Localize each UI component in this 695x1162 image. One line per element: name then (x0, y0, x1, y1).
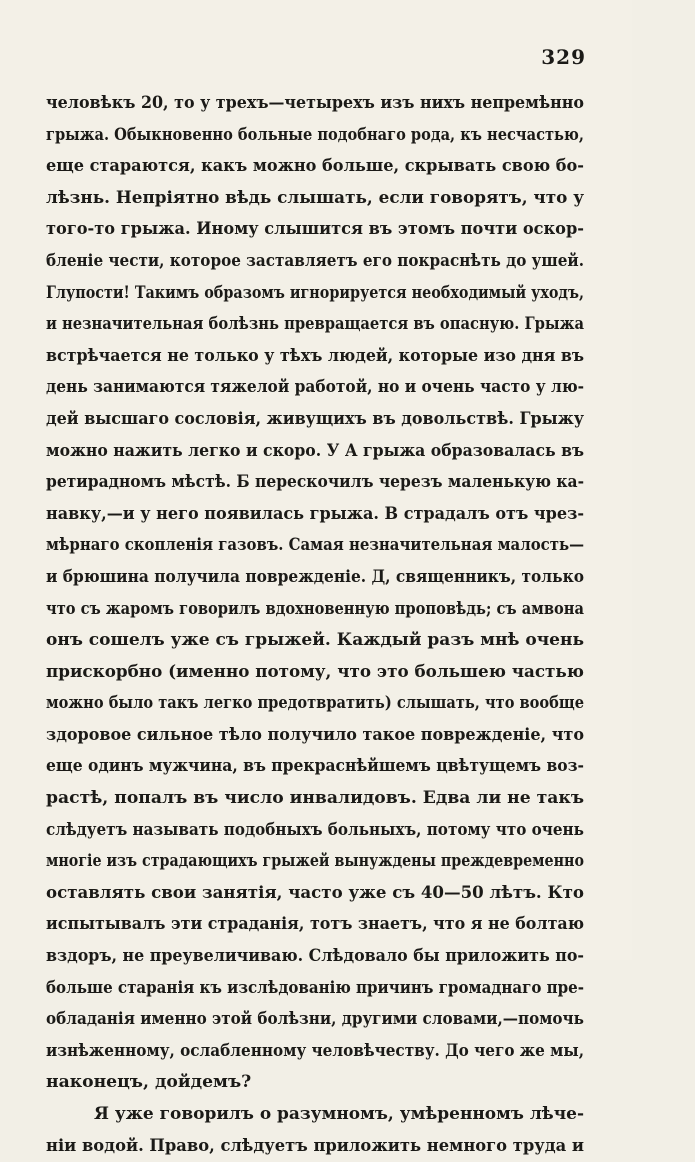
text-line-content: ретирадномъ мѣстѣ. Б перескочилъ черезъ маленькую ка- (46, 472, 584, 493)
text-line-content: слѣдуетъ называть подобныхъ больныхъ, потому что очень (46, 819, 584, 840)
text-line-content: еще стараются, какъ можно больше, скрывать свою бо- (46, 156, 584, 177)
text-line (46, 341, 584, 373)
text-line (46, 309, 584, 341)
text-line (46, 88, 584, 120)
text-line-content: онъ сошелъ уже съ грыжей. Каждый разъ мнѣ очень (46, 630, 584, 651)
text-line-content: испытывалъ эти страданія, тотъ знаетъ, что я не болтаю (46, 914, 584, 935)
text-line-content: еще одинъ мужчина, въ прекраснѣйшемъ цвѣтущемъ воз- (46, 756, 584, 777)
text-line (46, 1004, 584, 1036)
text-line-content: встрѣчается не только у тѣхъ людей, которые изо дня въ (46, 345, 584, 366)
text-line-content: и брюшина получила поврежденіе. Д, священникъ, только (46, 566, 584, 587)
text-line (46, 151, 584, 183)
text-line (46, 404, 584, 436)
text-line (46, 720, 584, 752)
text-line (46, 530, 584, 562)
text-line-content: ніи водой. Право, слѣдуетъ приложить немного труда и (46, 1135, 584, 1156)
text-line-content: и незначительная болѣзнь превращается въ опасную. Грыжа (46, 314, 584, 335)
text-line (46, 1067, 584, 1099)
text-line (46, 246, 584, 278)
text-line-content: здоровое сильное тѣло получило такое поврежденіе, что (46, 724, 584, 745)
text-line-content: оставлять свои занятія, часто уже съ 40—50 лѣтъ. Кто (46, 882, 584, 903)
text-line-content: что съ жаромъ говорилъ вдохновенную проповѣдь; съ амвона (46, 598, 584, 619)
text-line (46, 625, 584, 657)
text-line (46, 1036, 584, 1068)
text-line (46, 278, 584, 310)
text-line (46, 499, 584, 531)
text-line-content: обладанія именно этой болѣзни, другими словами,—помочь (46, 1009, 584, 1030)
text-line (46, 594, 584, 626)
text-line (46, 1099, 584, 1131)
text-line-content: день занимаются тяжелой работой, но и очень часто у лю- (46, 377, 584, 398)
text-line (46, 751, 584, 783)
text-line (46, 783, 584, 815)
text-line-content: можно было такъ легко предотвратить) слышать, что вообще (46, 693, 584, 714)
text-line-content: многіе изъ страдающихъ грыжей вынуждены преждевременно (46, 851, 584, 872)
body-text (46, 88, 584, 1162)
text-line (46, 214, 584, 246)
page-number: 329 (541, 45, 586, 69)
text-line-content: прискорбно (именно потому, что это большею частью (46, 661, 584, 682)
text-line (46, 688, 584, 720)
text-line-content: того-то грыжа. Иному слышится въ этомъ почти оскор- (46, 219, 584, 240)
text-line-content: навку,—и у него появилась грыжа. В страдалъ отъ чрез- (46, 503, 584, 524)
text-line (46, 973, 584, 1005)
text-line (46, 878, 584, 910)
text-line (46, 467, 584, 499)
text-line (46, 941, 584, 973)
text-line (46, 1131, 584, 1162)
text-line (46, 909, 584, 941)
text-line-content: растѣ, попалъ въ число инвалидовъ. Едва ли не такъ (46, 788, 584, 809)
text-line-content: лѣзнь. Непріятно вѣдь слышать, если говорятъ, что у (46, 187, 584, 208)
text-line-content: Глупости! Такимъ образомъ игнорируется необходимый уходъ, (46, 282, 584, 303)
text-line (46, 436, 584, 468)
text-line (46, 562, 584, 594)
text-line (46, 183, 584, 215)
text-line-content: наконецъ, дойдемъ? (46, 1072, 252, 1093)
text-line (46, 120, 584, 152)
text-line-content: дей высшаго сословія, живущихъ въ довольствѣ. Грыжу (46, 408, 584, 429)
text-line-content: вздоръ, не преувеличиваю. Слѣдовало бы приложить по- (46, 946, 584, 967)
text-line-content: больше старанія къ изслѣдованію причинъ громаднаго пре- (46, 977, 584, 998)
text-line-content: изнѣженному, ослабленному человѣчеству. До чего же мы, (46, 1040, 584, 1061)
text-line (46, 657, 584, 689)
text-line (46, 815, 584, 847)
text-line-content: Я уже говорилъ о разумномъ, умѣренномъ лѣче- (94, 1104, 584, 1124)
text-line-content: мѣрнаго скопленія газовъ. Самая незначительная малость— (46, 535, 584, 556)
text-line (46, 372, 584, 404)
text-line-content: можно нажить легко и скоро. У А грыжа образовалась въ (46, 440, 584, 461)
text-line-content: бленіе чести, которое заставляетъ его покраснѣть до ушей. (46, 250, 584, 271)
text-line-content: грыжа. Обыкновенно больные подобнаго рода, къ несчастью, (46, 124, 584, 145)
text-line (46, 846, 584, 878)
text-line-content: человѣкъ 20, то у трехъ—четырехъ изъ нихъ непремѣнно (46, 93, 584, 113)
